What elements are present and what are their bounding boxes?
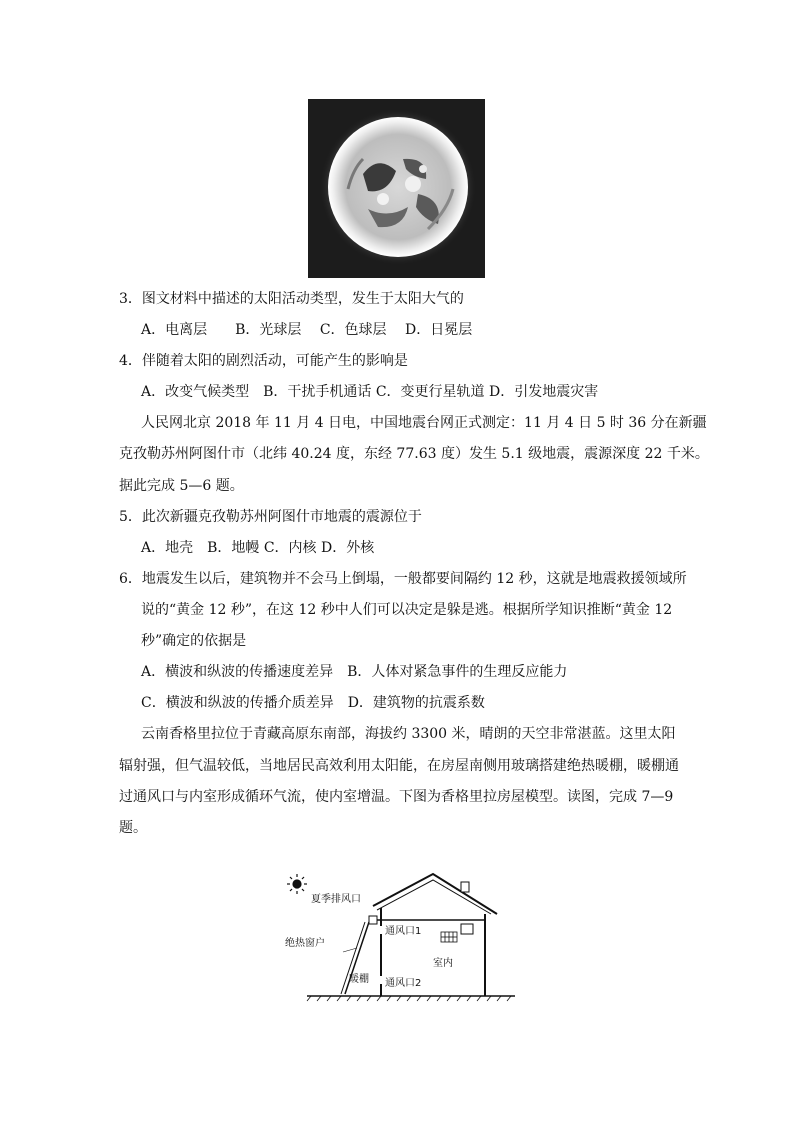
sun-disc-graphic	[308, 99, 485, 278]
passage-2-line-2: 辐射强，但气温较低，当地居民高效利用太阳能，在房屋南侧用玻璃搭建绝热暖棚，暖棚通	[119, 758, 679, 774]
house-model-diagram	[285, 868, 517, 1008]
label-indoor: 室内	[433, 958, 453, 969]
sun-icon	[287, 874, 307, 894]
label-greenhouse: 暖棚	[349, 974, 369, 985]
question-6-stem-line-3: 秒”确定的依据是	[141, 633, 247, 649]
question-6-stem-line-2: 说的“黄金 12 秒”，在这 12 秒中人们可以决定是躲是逃。根据所学知识推断“黄金 12	[141, 602, 673, 618]
question-3-options: A．电离层 B．光球层 C．色球层 D．日冕层	[141, 322, 473, 338]
sun-image	[308, 99, 485, 278]
passage-2-line-1: 云南香格里拉位于青藏高原东南部，海拔约 3300 米，晴朗的天空非常湛蓝。这里太阳	[141, 726, 676, 742]
roof-inner	[377, 880, 491, 914]
label-vent-2: 通风口2	[385, 978, 422, 989]
passage-1-line-1: 人民网北京 2018 年 11 月 4 日电，中国地震台网正式测定：11 月 4 日 5 时 36 分在新疆	[141, 415, 707, 431]
question-5-stem: 5．此次新疆克孜勒苏州阿图什市地震的震源位于	[119, 509, 422, 525]
question-6-options-line-1: A．横波和纵波的传播速度差异 B．人体对紧急事件的生理反应能力	[141, 664, 568, 680]
question-6-stem-line-1: 6．地震发生以后，建筑物并不会马上倒塌，一般都要间隔约 12 秒，这就是地震救援领域所	[119, 571, 687, 587]
passage-2-line-4: 题。	[119, 820, 147, 836]
roof	[373, 874, 497, 914]
label-vent-1: 通风口1	[385, 926, 422, 937]
question-5-options: A．地壳 B．地幔 C．内核 D．外核	[141, 540, 375, 556]
question-4-options: A．改变气候类型 B．干扰手机通话 C．变更行星轨道 D．引发地震灾害	[141, 384, 599, 400]
label-insulated-window: 绝热窗户	[285, 938, 325, 949]
passage-1-line-2: 克孜勒苏州阿图什市（北纬 40.24 度，东经 77.63 度）发生 5.1 级地震，震源深度 22 千米。	[119, 446, 709, 462]
indoor-window	[441, 932, 457, 942]
label-summer-vent: 夏季排风口	[311, 894, 361, 905]
wall-fixture	[461, 924, 473, 934]
question-6-options-line-2: C．横波和纵波的传播介质差异 D．建筑物的抗震系数	[141, 695, 485, 711]
summer-vent-box	[369, 916, 377, 924]
passage-2-line-3: 过通风口与内室形成循环气流，使内室增温。下图为香格里拉房屋模型。读图，完成 7—9	[119, 789, 674, 805]
chimney	[461, 882, 469, 892]
question-3-stem: 3．图文材料中描述的太阳活动类型，发生于太阳大气的	[119, 291, 464, 307]
question-4-stem: 4．伴随着太阳的剧烈活动，可能产生的影响是	[119, 353, 408, 369]
passage-1-line-3: 据此完成 5—6 题。	[119, 478, 244, 494]
